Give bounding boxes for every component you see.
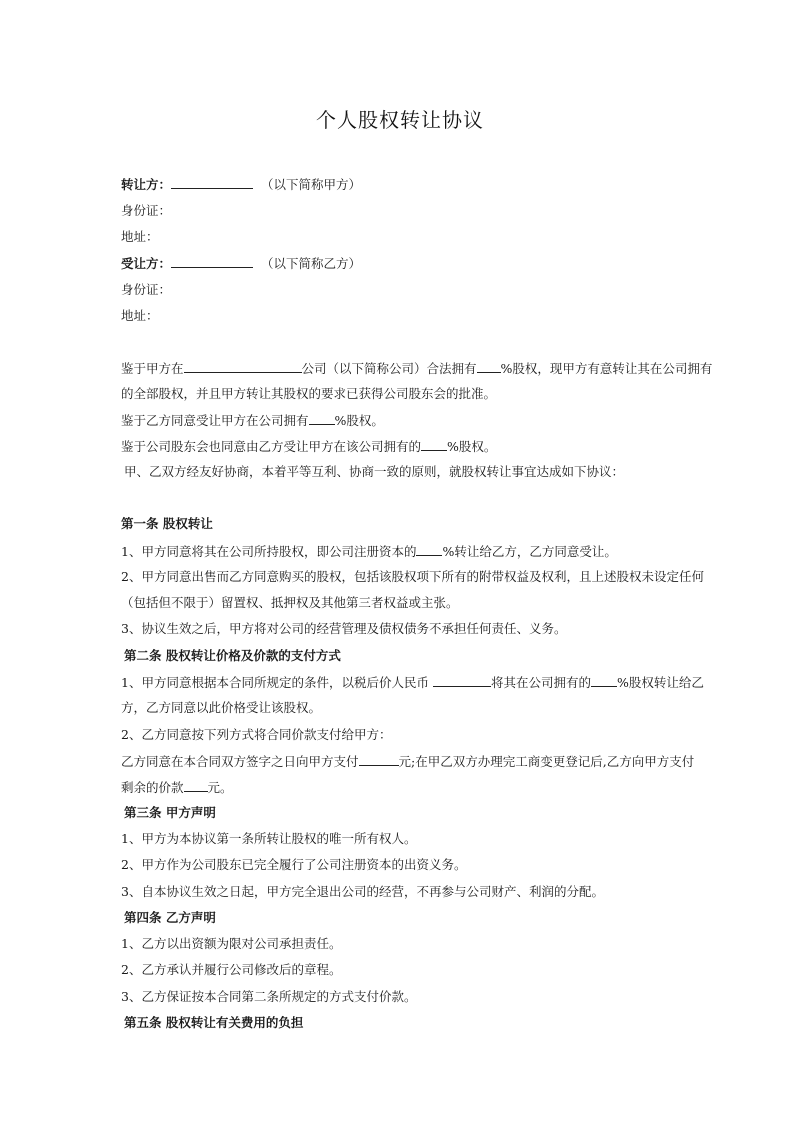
article-2-clause-3 bbox=[121, 753, 694, 770]
article-1-heading: 第一条 股权转让 bbox=[121, 516, 213, 531]
article-3-heading: 第三条 甲方声明 bbox=[124, 805, 216, 820]
article-3-clause-3: 3、自本协议生效之日起，甲方完全退出公司的经营，不再参与公司财产、利润的分配。 bbox=[121, 884, 604, 899]
article-1-clause-3: 3、协议生效之后，甲方将对公司的经营管理及债权债务不承担任何责任、义务。 bbox=[121, 621, 567, 636]
preamble-paragraph-1-cont bbox=[121, 386, 496, 402]
article-4-clause-3: 3、乙方保证按本合同第二条所规定的方式支付价款。 bbox=[121, 989, 417, 1004]
preamble-paragraph-2 bbox=[121, 412, 384, 429]
article-3-clause-2: 2、甲方作为公司股东已完全履行了公司注册资本的出资义务。 bbox=[121, 857, 467, 872]
article-2-clause-3-cont-text-a: 剩余的价款 bbox=[121, 780, 184, 795]
transferor-id-label: 身份证： bbox=[121, 203, 172, 218]
remaining-payment-blank bbox=[184, 779, 208, 792]
transferee-note: （以下简称乙方） bbox=[260, 256, 361, 271]
transferor-address-line bbox=[121, 229, 159, 245]
article-3-clause-1: 1、甲方为本协议第一条所转让股权的唯一所有权人。 bbox=[121, 831, 417, 846]
preamble-1-text-c: %股权，现甲方有意转让其在公司拥有 bbox=[500, 361, 713, 376]
preamble-3-text-a: 鉴于公司股东会也同意由乙方受让甲方在该公司拥有的 bbox=[121, 439, 422, 454]
transferee-line bbox=[121, 255, 361, 272]
article-2-clause-3-text-a: 乙方同意在本合同双方签字之日向甲方支付 bbox=[121, 754, 359, 769]
article-2-clause-1 bbox=[121, 674, 704, 691]
price-blank bbox=[433, 674, 491, 687]
preamble-paragraph-1 bbox=[121, 360, 712, 377]
article-5-heading: 第五条 股权转让有关费用的负担 bbox=[124, 1015, 304, 1030]
transferor-note: （以下简称甲方） bbox=[260, 177, 361, 192]
article-2-clause-3-cont bbox=[121, 779, 233, 796]
transferor-name-blank bbox=[171, 176, 253, 189]
article-2-clause-3-text-b: 元;在甲乙双方办理完工商变更登记后,乙方向甲方支付 bbox=[398, 754, 695, 769]
article-1-percent-blank bbox=[416, 543, 442, 556]
transferee-label: 受让方： bbox=[121, 256, 172, 271]
article-1-clause-1-text-b: %转让给乙方，乙方同意受让。 bbox=[442, 544, 617, 559]
preamble-1-text-b: 公司（以下简称公司）合法拥有 bbox=[301, 361, 477, 376]
preamble-2-percent-blank bbox=[309, 412, 335, 425]
preamble-paragraph-3 bbox=[121, 438, 496, 455]
preamble-2-text-b: %股权。 bbox=[334, 413, 384, 428]
document-title: 个人股权转让协议 bbox=[316, 108, 484, 132]
preamble-2-text-a: 鉴于乙方同意受让甲方在公司拥有 bbox=[121, 413, 309, 428]
held-percent-blank bbox=[477, 360, 501, 373]
preamble-1-text-a: 鉴于甲方在 bbox=[121, 361, 184, 376]
preamble-1-continuation: 的全部股权，并且甲方转让其股权的要求已获得公司股东会的批准。 bbox=[121, 386, 497, 401]
article-1-clause-1-text-a: 1、甲方同意将其在公司所持股权，即公司注册资本的 bbox=[121, 544, 417, 559]
preamble-paragraph-4 bbox=[124, 464, 624, 480]
transferor-label: 转让方： bbox=[121, 177, 172, 192]
article-2-percent-blank bbox=[591, 674, 617, 687]
preamble-3-text-b: %股权。 bbox=[447, 439, 497, 454]
article-4-heading: 第四条 乙方声明 bbox=[124, 910, 216, 925]
article-1-clause-1 bbox=[121, 543, 617, 560]
preamble-4-text: 甲、乙双方经友好协商，本着平等互利、协商一致的原则，就股权转让事宜达成如下协议： bbox=[124, 464, 625, 479]
transferor-id-line bbox=[121, 203, 171, 219]
article-1-clause-2: 2、甲方同意出售而乙方同意购买的股权，包括该股权项下所有的附带权益及权利，且上述股权未设定任何 bbox=[121, 569, 704, 584]
article-2-clause-1-text-c: %股权转让给乙 bbox=[616, 675, 704, 690]
company-name-blank bbox=[184, 360, 302, 373]
article-2-clause-2: 2、乙方同意按下列方式将合同价款支付给甲方： bbox=[121, 727, 392, 742]
article-2-clause-1-text-a: 1、甲方同意根据本合同所规定的条件，以税后价人民币 bbox=[121, 675, 433, 690]
transferee-id-line bbox=[121, 282, 171, 298]
transferor-line bbox=[121, 176, 361, 193]
article-2-clause-1-text-b: 将其在公司拥有的 bbox=[490, 675, 591, 690]
transferor-address-label: 地址： bbox=[121, 229, 159, 244]
article-2-heading: 第二条 股权转让价格及价款的支付方式 bbox=[124, 648, 341, 663]
transferee-name-blank bbox=[171, 255, 253, 268]
preamble-3-percent-blank bbox=[421, 438, 447, 451]
article-4-clause-2: 2、乙方承认并履行公司修改后的章程。 bbox=[121, 962, 342, 977]
transferee-id-label: 身份证： bbox=[121, 282, 172, 297]
transferee-address-line bbox=[121, 308, 159, 324]
article-1-clause-2-cont: （包括但不限于）留置权、抵押权及其他第三者权益或主张。 bbox=[121, 595, 459, 610]
transferee-address-label: 地址： bbox=[121, 308, 159, 323]
first-payment-blank bbox=[359, 753, 399, 766]
article-2-clause-3-cont-text-b: 元。 bbox=[207, 780, 233, 795]
article-4-clause-1: 1、乙方以出资额为限对公司承担责任。 bbox=[121, 936, 342, 951]
article-2-clause-1-cont: 方，乙方同意以此价格受让该股权。 bbox=[121, 700, 322, 715]
